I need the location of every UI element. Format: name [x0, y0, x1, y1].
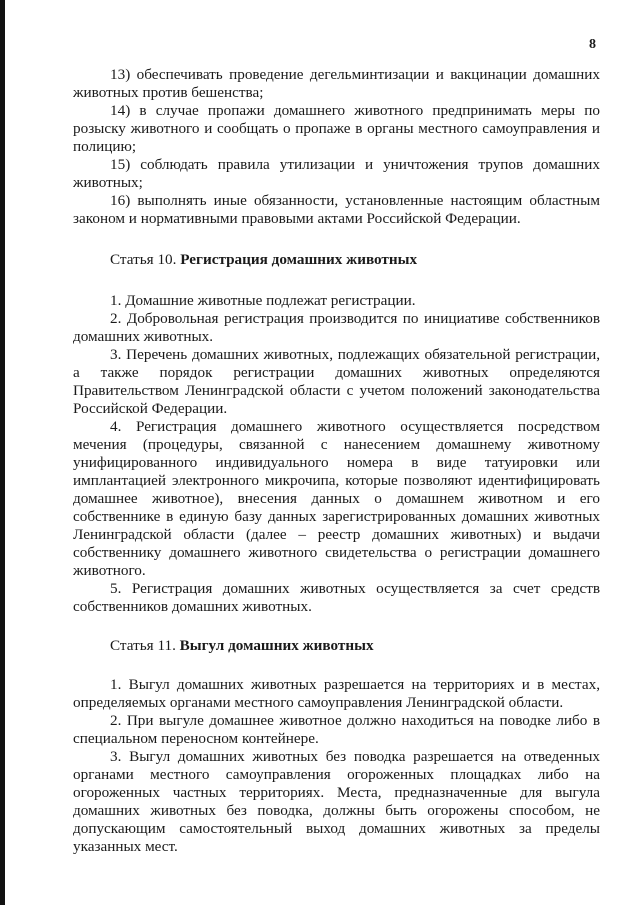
- article-11-paragraph: 1. Выгул домашних животных разрешается на территориях и в местах, определяемых органами местного самоуправления Ленинградской области.: [73, 676, 600, 711]
- list-item-15: 15) соблюдать правила утилизации и уничтожения трупов домашних животных;: [73, 156, 600, 191]
- article-11-paragraph: 3. Выгул домашних животных без поводка разрешается на отведенных органами местного самоуправления огороженных площадках либо на огороженных частных территориях. Места, предназначенные для выгула домашних животных без поводка, должны быть огорожены способом, не допускающим самостоятельный выход домашних животных за пределы указанных мест.: [73, 748, 600, 855]
- list-item-14: 14) в случае пропажи домашнего животного предпринимать меры по розыску животного и сообщать о пропаже в органы местного самоуправления и полицию;: [73, 102, 600, 155]
- article-10-paragraph: 4. Регистрация домашнего животного осуществляется посредством мечения (процедуры, связанной с нанесением домашнему животному унифицированного индивидуального номера в виде татуировки или имплантацией электронного микрочипа, которые позволяют идентифицировать домашнее животное), внесения данных о домашнем животном и его собственнике в единую базу данных зарегистрированных домашних животных Ленинградской области (далее – реестр домашних животных) и выдачи собственнику домашнего животного свидетельства о регистрации домашнего животного.: [73, 418, 600, 579]
- article-10-paragraph: 1. Домашние животные подлежат регистрации.: [110, 292, 416, 309]
- document-body: [73, 66, 600, 856]
- list-item-13: 13) обеспечивать проведение дегельминтизации и вакцинации домашних животных против бешенства;: [73, 66, 600, 101]
- list-item-16: 16) выполнять иные обязанности, установленные настоящим областным законом и нормативными правовыми актами Российской Федерации.: [73, 192, 600, 227]
- article-10-label: Статья 10.: [110, 251, 177, 268]
- article-10-heading: [73, 251, 600, 269]
- article-10-paragraph: 3. Перечень домашних животных, подлежащих обязательной регистрации, а также порядок регистрации домашних животных определяются Правительством Ленинградской области с учетом положений законодательства Российской Федерации.: [73, 346, 600, 417]
- article-10-paragraph: 2. Добровольная регистрация производится по инициативе собственников домашних животных.: [73, 310, 600, 345]
- article-10-title: Регистрация домашних животных: [180, 251, 418, 268]
- scan-edge: [0, 0, 5, 905]
- article-11-title: Выгул домашних животных: [179, 637, 374, 654]
- article-10-paragraph: 5. Регистрация домашних животных осуществляется за счет средств собственников домашних животных.: [73, 580, 600, 615]
- article-11-paragraph: 2. При выгуле домашнее животное должно находиться на поводке либо в специальном переносном контейнере.: [73, 712, 600, 747]
- article-11-heading: [73, 637, 600, 655]
- page-number: 8: [589, 37, 596, 52]
- article-11-label: Статья 11.: [110, 637, 176, 654]
